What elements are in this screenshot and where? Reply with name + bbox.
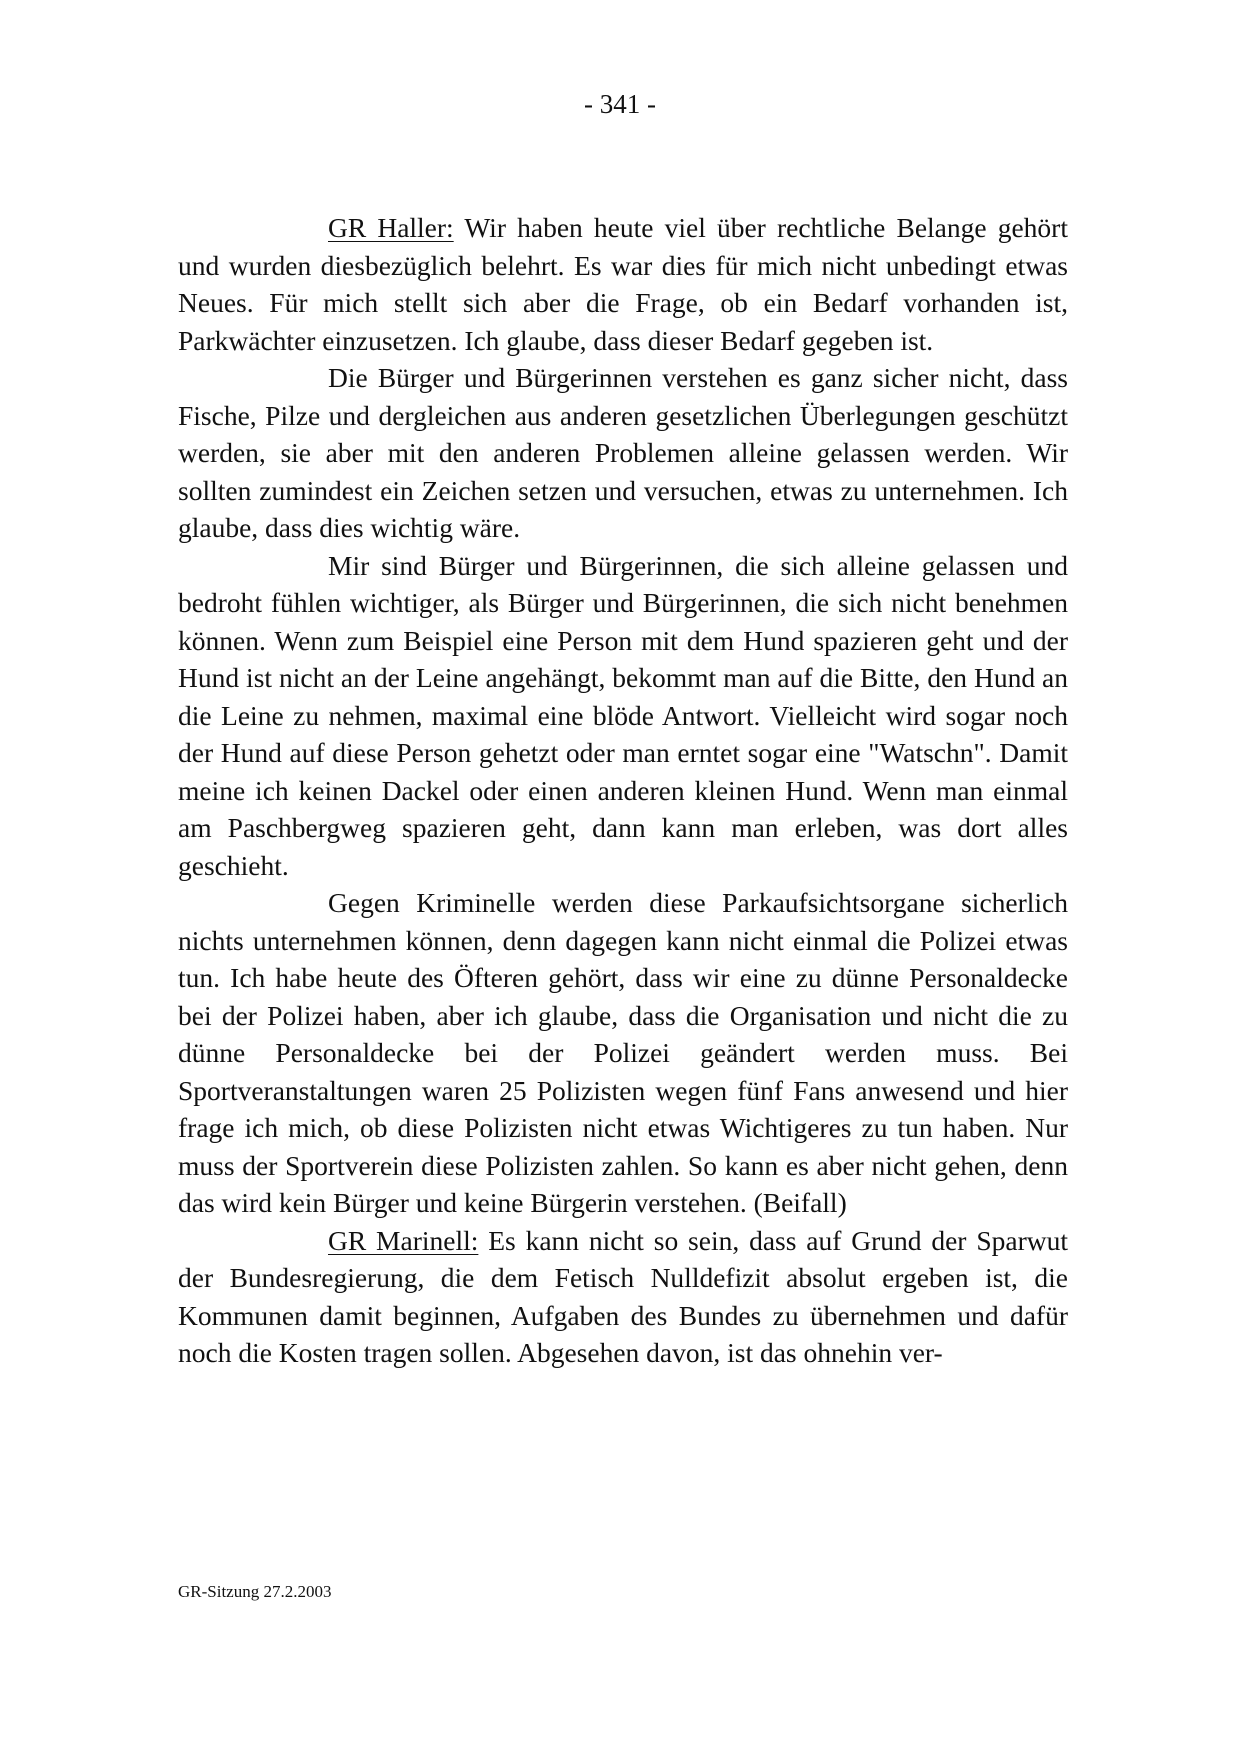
- paragraph-text: Mir sind Bürger und Bürgerinnen, die sich alleine gelassen und bedroht fühlen wichtiger, als Bürger und Bürgerinnen, die sich nicht benehmen können. Wenn zum Beispiel eine Person mit dem Hund spazieren geht und der Hund ist nicht an der Leine angehängt, bekommt man auf die Bitte, den Hund an die Leine zu nehmen, maximal eine blöde Antwort. Vielleicht wird sogar noch der Hund auf diese Person gehetzt oder man erntet sogar eine "Watschn". Damit meine ich keinen Dackel oder einen anderen kleinen Hund. Wenn man einmal am Paschbergweg spazieren geht, dann kann man erleben, was dort alles geschieht.: [178, 549, 1068, 881]
- footer-session-label: GR-Sitzung 27.2.2003: [178, 1582, 332, 1601]
- body-text: [178, 209, 1068, 1372]
- paragraph-haller: [178, 209, 1068, 359]
- paragraph: [178, 884, 1068, 1222]
- paragraph-text: Gegen Kriminelle werden diese Parkaufsichtsorgane sicherlich nichts unternehmen können, denn dagegen kann nicht einmal die Polizei etwas tun. Ich habe heute des Öfteren gehört, dass wir eine zu dünne Personaldecke bei der Polizei haben, aber ich glaube, dass die Organisation und nicht die zu dünne Personaldecke bei der Polizei geändert werden muss. Bei Sportveranstaltungen waren 25 Polizisten wegen fünf Fans anwesend und hier frage ich mich, ob diese Polizisten nicht etwas Wichtigeres zu tun haben. Nur muss der Sportverein diese Polizisten zahlen. So kann es aber nicht gehen, denn das wird kein Bürger und keine Bürgerin verstehen. (Beifall): [178, 887, 1068, 1218]
- paragraph-marinell: [178, 1222, 1068, 1372]
- page-number: - 341 -: [584, 89, 656, 119]
- paragraph-text: Wir haben heute viel über rechtliche Belange gehört und wurden diesbezüglich belehrt. Es war dies für mich nicht unbedingt etwas Neues. Für mich stellt sich aber die Frage, ob ein Bedarf vorhanden ist, Parkwächter einzusetzen. Ich glaube, dass dieser Bedarf gegeben ist.: [178, 212, 1068, 356]
- paragraph-text: Die Bürger und Bürgerinnen verstehen es ganz sicher nicht, dass Fische, Pilze und dergleichen aus anderen gesetzlichen Überlegungen geschützt werden, sie aber mit den anderen Problemen alleine gelassen werden. Wir sollten zumindest ein Zeichen setzen und versuchen, etwas zu unternehmen. Ich glaube, dass dies wichtig wäre.: [178, 362, 1068, 543]
- paragraph: [178, 547, 1068, 885]
- speaker-name: GR Haller:: [328, 212, 454, 243]
- paragraph: [178, 359, 1068, 547]
- paragraph-text: Es kann nicht so sein, dass auf Grund der Sparwut der Bundesregierung, die dem Fetisch Nulldefizit absolut ergeben ist, die Kommunen damit beginnen, Aufgaben des Bundes zu übernehmen und dafür noch die Kosten tragen sollen. Abgesehen davon, ist das ohnehin ver-: [178, 1224, 1068, 1368]
- speaker-name: GR Marinell:: [328, 1224, 479, 1256]
